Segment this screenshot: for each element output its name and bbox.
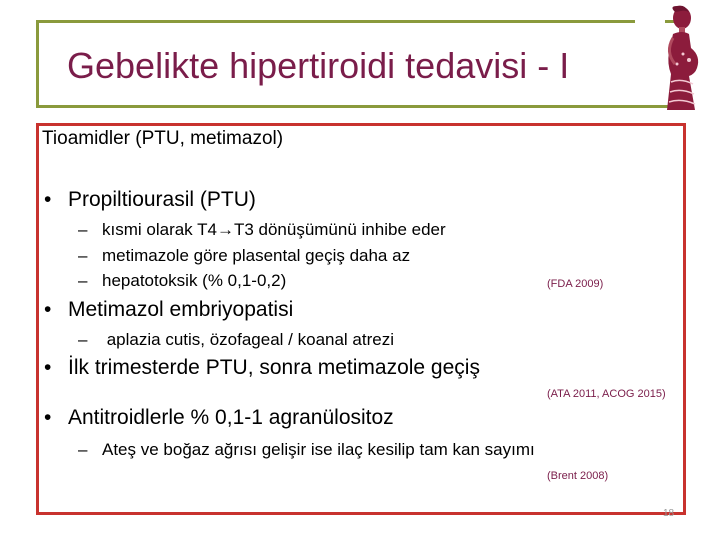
bullet-agranulositoz [44, 406, 394, 430]
sub-marker: – [78, 220, 88, 239]
sub-bullet-aplazia [78, 330, 394, 350]
bullet-ilk-trimester [44, 356, 480, 380]
sub-marker: – [78, 271, 88, 290]
reference-fda: (FDA 2009) [547, 278, 604, 290]
sub-bullet-text: kısmi olarak T4→T3 dönüşümünü inhibe eder [102, 220, 446, 239]
bullet-metimazol-embriyopatisi [44, 298, 293, 322]
bullet-marker: • [44, 188, 52, 211]
reference-ata-acog: (ATA 2011, ACOG 2015) [547, 388, 666, 400]
sub-bullet-t4-t3 [78, 220, 446, 240]
bullet-text: Metimazol embriyopatisi [68, 298, 294, 321]
title-frame [36, 20, 682, 108]
bullet-marker: • [44, 406, 52, 429]
bullet-text: Propiltiourasil (PTU) [68, 188, 256, 211]
sub-bullet-plasental [78, 246, 410, 266]
section-subtitle: Tioamidler (PTU, metimazol) [42, 128, 284, 149]
sub-marker: – [78, 330, 88, 349]
bullet-marker: • [44, 356, 52, 379]
sub-marker: – [78, 440, 88, 459]
page-number: 18 [663, 508, 675, 519]
slide-title: Gebelikte hipertiroidi tedavisi - I [67, 45, 570, 86]
bullet-text: İlk trimesterde PTU, sonra metimazole geçiş [68, 356, 480, 379]
bullet-propiltiourasil [44, 188, 256, 212]
reference-brent: (Brent 2008) [547, 470, 609, 482]
pregnant-woman-silhouette-icon [655, 4, 705, 114]
sub-bullet-text: aplazia cutis, özofageal / koanal atrezi [102, 330, 395, 349]
sub-bullet-ates [78, 440, 535, 460]
sub-marker: – [78, 246, 88, 265]
bullet-text: Antitroidlerle % 0,1-1 agranülositoz [68, 406, 394, 429]
sub-bullet-hepatotoksik [78, 271, 286, 291]
sub-bullet-text: hepatotoksik (% 0,1-0,2) [102, 271, 287, 290]
sub-bullet-text: Ateş ve boğaz ağrısı gelişir ise ilaç kesilip tam kan sayımı [102, 440, 535, 459]
bullet-marker: • [44, 298, 52, 321]
sub-bullet-text: metimazole göre plasental geçiş daha az [102, 246, 411, 265]
